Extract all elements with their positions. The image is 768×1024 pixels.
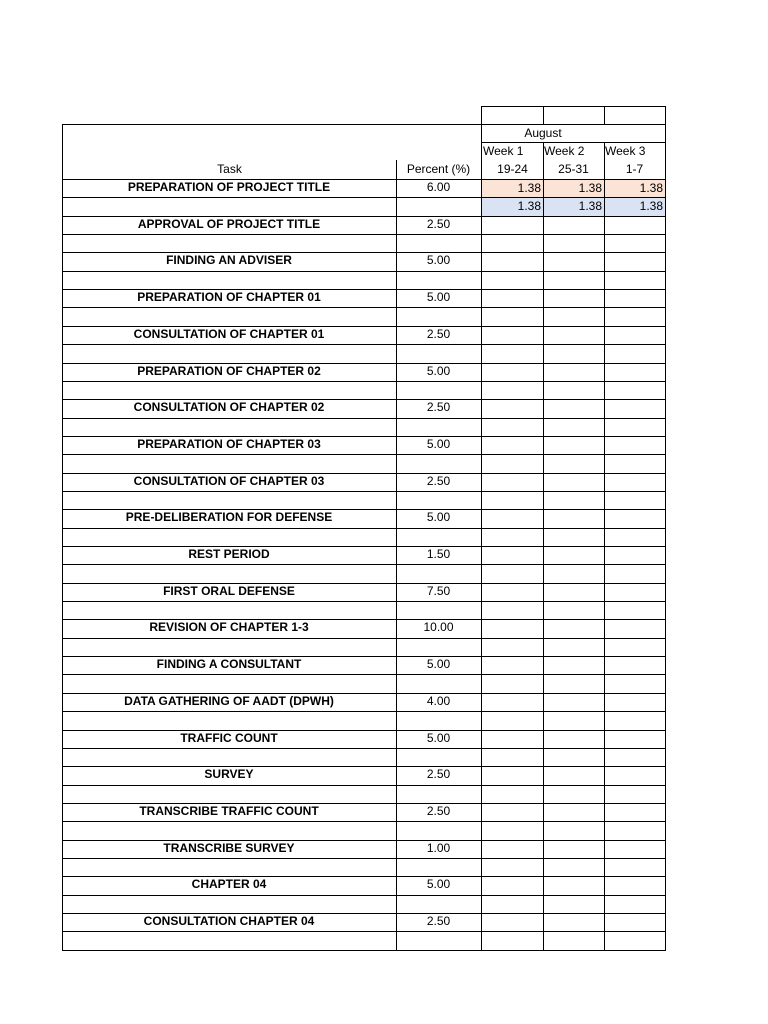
grid-line (62, 895, 666, 896)
task-percent: 1.00 (426, 840, 451, 855)
task-name: CONSULTATION CHAPTER 04 (143, 914, 315, 928)
task-percent: 5.00 (426, 877, 451, 892)
task-name: PRE-DELIBERATION FOR DEFENSE (125, 510, 333, 525)
grid-line (665, 106, 666, 124)
grid-line (665, 124, 666, 951)
task-name: TRANSCRIBE TRAFFIC COUNT (139, 803, 319, 818)
grid-line (62, 418, 666, 419)
grid-line (62, 931, 666, 932)
task-percent: 2.50 (426, 400, 451, 415)
week-1-label: Week 1 (483, 144, 524, 158)
grid-line (62, 454, 666, 455)
grid-line (481, 106, 482, 124)
grid-line (62, 950, 666, 951)
week-2-label: Week 2 (544, 144, 585, 158)
task-name: DATA GATHERING OF AADT (DPWH) (124, 693, 334, 708)
task-name: FINDING AN ADVISER (166, 253, 292, 268)
grid-line (543, 106, 544, 124)
task-percent: 2.50 (426, 767, 451, 782)
task-percent: 5.00 (426, 436, 451, 451)
task-percent: 2.50 (426, 803, 451, 818)
grid-line (62, 271, 666, 272)
grid-line (62, 307, 666, 308)
week-3-dates: 1-7 (625, 162, 644, 176)
grid-line (604, 142, 605, 951)
grid-line (62, 564, 666, 565)
grid-line (481, 142, 666, 143)
task-percent: 7.50 (426, 583, 451, 598)
task-name: FINDING A CONSULTANT (156, 657, 302, 672)
grid-line (62, 601, 666, 602)
task-percent: 4.00 (426, 693, 451, 708)
planned-value: 1.38 (578, 181, 602, 195)
task-name: FIRST ORAL DEFENSE (163, 583, 295, 598)
task-name: CONSULTATION OF CHAPTER 01 (133, 326, 325, 341)
actual-value: 1.38 (639, 199, 663, 214)
task-percent: 2.50 (426, 914, 451, 928)
task-name: REVISION OF CHAPTER 1-3 (149, 620, 309, 635)
task-percent: 1.50 (426, 547, 451, 561)
task-name: PREPARATION OF CHAPTER 02 (137, 363, 321, 378)
planned-value: 1.38 (517, 181, 541, 195)
grid-line (62, 748, 666, 749)
task-header: Task (217, 162, 242, 176)
task-percent: 2.50 (426, 473, 451, 488)
task-name: PREPARATION OF PROJECT TITLE (127, 180, 331, 194)
grid-line (62, 234, 666, 235)
task-name: SURVEY (204, 767, 254, 782)
grid-line (62, 821, 666, 822)
grid-line (62, 638, 666, 639)
task-percent: 5.00 (426, 363, 451, 378)
grid-line (604, 106, 605, 124)
task-percent: 10.00 (423, 620, 454, 635)
task-name: REST PERIOD (188, 547, 270, 561)
task-percent: 5.00 (426, 290, 451, 305)
task-percent: 2.50 (426, 216, 451, 231)
week-3-label: Week 3 (605, 144, 646, 158)
task-percent: 2.50 (426, 326, 451, 341)
task-name: PREPARATION OF CHAPTER 01 (137, 290, 321, 305)
month-label: August (524, 126, 562, 140)
task-name: TRAFFIC COUNT (180, 730, 278, 745)
grid-line (481, 106, 666, 107)
planned-value: 1.38 (639, 181, 663, 195)
grid-line (62, 858, 666, 859)
grid-line (62, 491, 666, 492)
task-name: CONSULTATION OF CHAPTER 03 (133, 473, 325, 488)
grid-line (62, 674, 666, 675)
task-percent: 5.00 (426, 730, 451, 745)
task-percent: 5.00 (426, 510, 451, 525)
grid-line (62, 711, 666, 712)
grid-line (543, 142, 544, 951)
task-percent: 6.00 (426, 180, 451, 194)
week-1-dates: 19-24 (497, 162, 528, 176)
grid-line (62, 344, 666, 345)
actual-value: 1.38 (578, 199, 602, 214)
task-name: TRANSCRIBE SURVEY (163, 840, 295, 855)
grid-line (62, 528, 666, 529)
task-name: APPROVAL OF PROJECT TITLE (137, 216, 321, 231)
task-percent: 5.00 (426, 253, 451, 268)
actual-value: 1.38 (517, 199, 541, 214)
task-name: PREPARATION OF CHAPTER 03 (137, 436, 321, 451)
percent-header: Percent (%) (406, 162, 471, 176)
grid-line (62, 124, 666, 125)
task-name: CHAPTER 04 (191, 877, 267, 892)
grid-line (62, 785, 666, 786)
grid-line (62, 124, 63, 951)
grid-line (481, 124, 482, 951)
week-2-dates: 25-31 (558, 162, 589, 176)
grid-line (62, 381, 666, 382)
task-name: CONSULTATION OF CHAPTER 02 (133, 400, 325, 415)
task-percent: 5.00 (426, 657, 451, 672)
